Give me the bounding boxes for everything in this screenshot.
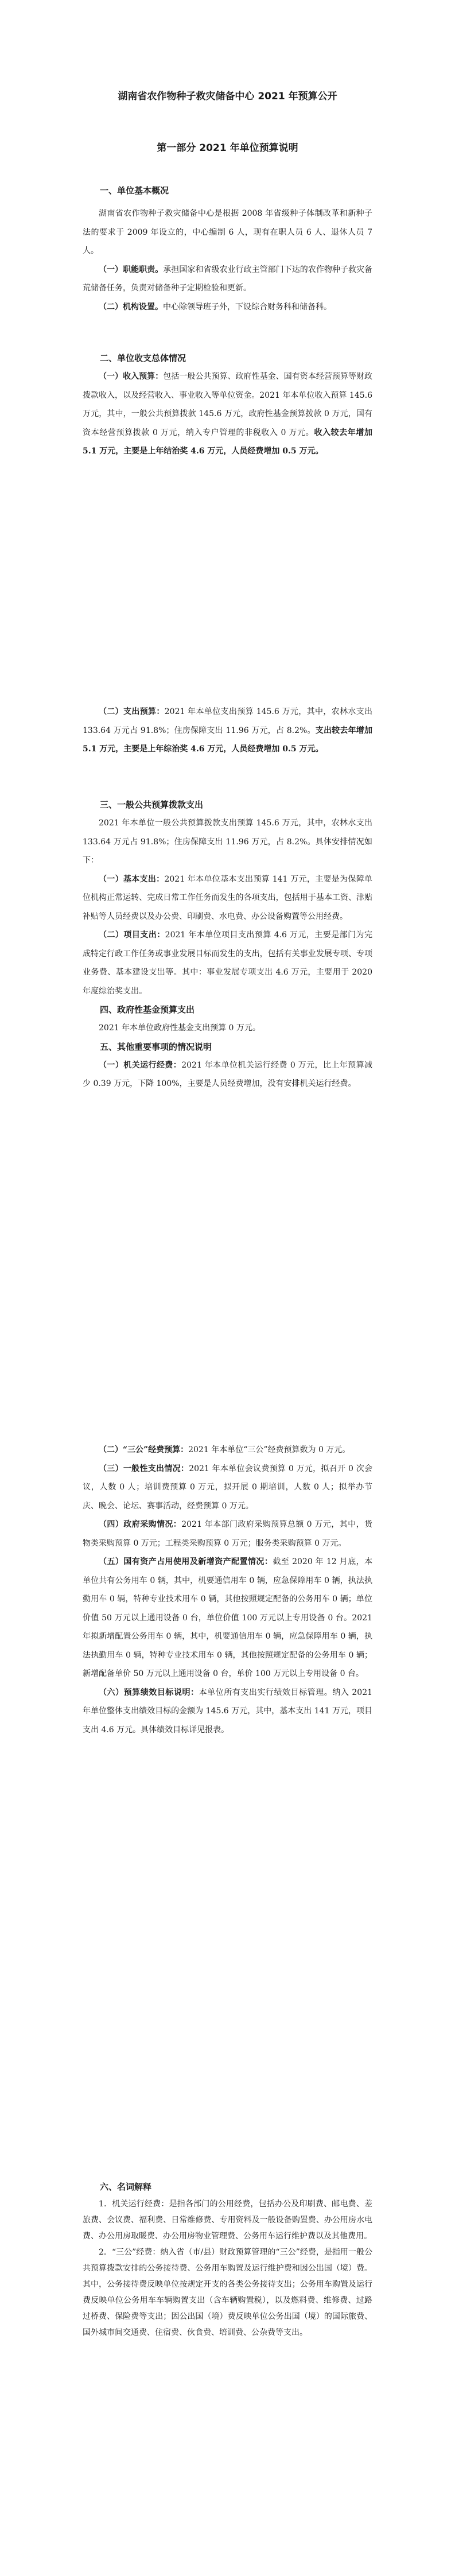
- section-heading: 二、单位收支总体情况: [100, 353, 186, 363]
- paragraph-text: 2021 年本单位会议费预算 0 万元，拟召开 0 次会议，人数 0 人；培训费预算 0 万元，拟开展 0 期培训，人数 0 人；拟举办节庆、晚会、论坛、赛事活动，经费预算 0 万元。: [83, 1464, 372, 1511]
- paragraph: 2021 年本单位一般公共预算拨款支出预算 145.6 万元，其中，农林水支出 133.64 万元占 91.8%；住房保障支出 11.96 万元，占 8.2%。具体安排情况如下：: [83, 818, 372, 865]
- paragraph-text: 包括一般公共预算、政府性基金、国有资本经营预算等财政拨款收入，以及经营收入、事业收入等单位资金。2021 年本单位收入预算 145.6 万元，其中，一般公共预算拨款 145.6 万元，政府性基金预算拨款 0 万元，国有资本经营预算拨款 0 万元，纳入专户管理的非税收入 0 万元。: [83, 372, 373, 437]
- section-general-budget: [83, 796, 372, 1093]
- expenditure-budget-block: [83, 703, 372, 759]
- subheading: （一）基本支出：: [99, 874, 165, 884]
- paragraph: [83, 1683, 372, 1740]
- paragraph: [83, 926, 372, 1000]
- bold-text: 支出较去年增加 5.1 万元，主要是上年综治奖 4.6 万元，人员经费增加 0.5 万元。: [83, 726, 373, 754]
- subheading: （二）支出预算：: [99, 707, 165, 716]
- paragraph: [83, 298, 372, 317]
- subheading: （二）机构设置。: [99, 302, 163, 312]
- paragraph-text: 承担国家和省级农业行政主管部门下达的农作物种子救灾备荒储备任务，负责对储备种子定期检验和更新。: [83, 265, 373, 293]
- paragraph: [83, 1515, 372, 1553]
- section-other-matters: [83, 1441, 372, 1739]
- paragraph-text: 2021 年本单位机关运行经费 0 万元，比上年预算减少 0.39 万元，下降 100%，主要是人员经费增加，没有安排机关运行经费。: [83, 1060, 373, 1088]
- section-heading: 一、单位基本概况: [100, 185, 169, 196]
- section-heading: 五、其他重要事项的情况说明: [100, 1041, 212, 1052]
- subheading: （六）预算绩效目标说明：: [99, 1687, 199, 1697]
- paragraph: [83, 1056, 372, 1093]
- section-glossary: [83, 2178, 372, 2341]
- paragraph: [83, 1460, 372, 1516]
- paragraph: [83, 1553, 372, 1683]
- part-title: 第一部分 2021 年单位预算说明: [157, 142, 298, 154]
- paragraph-text: 2021 年本单位基本支出预算 141 万元，主要是为保障单位机构正常运转、完成日常工作任务而发生的各项支出，包括用于基本工资、津贴补贴等人员经费以及办公费、印刷费、水电费、办公设备购置等公用经费。: [83, 874, 373, 921]
- subheading: （五）国有资产占用使用及新增资产配置情况：: [99, 1557, 273, 1566]
- paragraph: 1．机关运行经费：是指各部门的公用经费，包括办公及印刷费、邮电费、差旅费、会议费、福利费、日常维修费、专用资料及一般设备购置费、办公用房水电费、办公用房取暖费、办公用房物业管理费、公务用车运行维护费以及其他费用。: [83, 2199, 372, 2241]
- paragraph-text: 截至 2020 年 12 月底，本单位共有公务用车 0 辆，其中，机要通信用车 0 辆，应急保障用车 0 辆，执法执勤用车 0 辆，特种专业技术用车 0 辆，其他按照规定配备的公务用车 0 辆；单位价值 50 万元以上通用设备 0 台，单位价值 100 万元以上专用设备 0 台。2021 年拟新增配置公务用车 0 辆，其中，机要通信用车 0 辆，应急保障用车 0 辆，执法执勤用车 0 辆，特种专业技术用车 0 辆，其他按照规定配备的公务用车 0 辆；新增配备单价 50 万元以上通用设备 0 台，单价 100 万元以上专用设备 0 台。: [83, 1557, 373, 1678]
- section-heading: 四、政府性基金预算支出: [100, 1004, 195, 1015]
- paragraph: [83, 870, 372, 926]
- section-income-expenditure: [83, 351, 372, 461]
- paragraph: 湖南省农作物种子救灾储备中心是根据 2008 年省级种子体制改革和新种子法的要求于 2009 年设立的，中心编制 6 人，现有在职人员 6 人、退休人员 7 人。: [83, 209, 372, 255]
- paragraph: [83, 367, 372, 461]
- paragraph-text: 2021 年本单位支出预算 145.6 万元，其中，农林水支出 133.64 万元占 91.8%；住房保障支出 11.96 万元，占 8.2%。: [83, 707, 373, 735]
- paragraph: [83, 703, 372, 759]
- section-heading: 六、名词解释: [100, 2182, 152, 2192]
- subheading: （一）机关运行经费：: [99, 1060, 182, 1070]
- subheading: （一）职能职责。: [99, 265, 164, 274]
- paragraph-text: 2021 年本部门政府采购预算总额 0 万元，其中，货物类采购预算 0 万元；工程类采购预算 0 万元；服务类采购预算 0 万元。: [83, 1520, 373, 1548]
- paragraph-text: 中心除领导班子外，下设综合财务科和储备科。: [163, 302, 332, 312]
- paragraph: 2．“三公”经费：纳入省（市/县）财政预算管理的“三公”经费，是指用一般公共预算拨款安排的公务接待费、公务用车购置及运行维护费和因公出国（境）费。其中，公务接待费反映单位按规定开支的各类公务接待支出；公务用车购置及运行费反映单位公务用车车辆购置支出（含车辆购置税），以及燃料费、维修费、过路过桥费、保险费等支出；因公出国（境）费反映单位公务出国（境）的国际旅费、国外城市间交通费、住宿费、伙食费、培训费、公杂费等支出。: [83, 2248, 372, 2337]
- subheading: （四）政府采购情况：: [99, 1520, 182, 1529]
- paragraph: [83, 261, 372, 298]
- section-basic-overview: [83, 184, 372, 316]
- paragraph: 2021 年本单位政府性基金支出预算 0 万元。: [99, 1023, 260, 1033]
- subheading: （三）一般性支出情况：: [99, 1464, 189, 1473]
- subheading: （二）“三公”经费预算：: [99, 1445, 189, 1454]
- document-title: 湖南省农作物种子救灾储备中心 2021 年预算公开: [118, 91, 337, 102]
- paragraph-text: 2021 年本单位“三公”经费预算数为 0 万元。: [188, 1445, 351, 1454]
- paragraph-text: 本单位所有支出实行绩效目标管理。纳入 2021 年单位整体支出绩效目标的金额为 145.6 万元，其中，基本支出 141 万元，项目支出 4.6 万元。具体绩效目标详见报表。: [83, 1687, 373, 1735]
- subheading: （二）项目支出：: [99, 930, 165, 940]
- bold-text: 收入较去年增加 5.1 万元，主要是上年结治奖 4.6 万元，人员经费增加 0.5 万元。: [83, 428, 372, 456]
- subheading: （一）收入预算：: [99, 372, 164, 381]
- paragraph-text: 2021 年本单位项目支出预算 4.6 万元，主要是部门为完成特定行政工作任务或事业发展目标而发生的支出，包括有关事业发展专项、专项业务费、基本建设支出等。其中：事业发展专项支出 4.6 万元，主要用于 2020 年度综治奖支出。: [83, 930, 372, 996]
- paragraph: [83, 1441, 372, 1460]
- section-heading: 三、一般公共预算拨款支出: [100, 800, 204, 810]
